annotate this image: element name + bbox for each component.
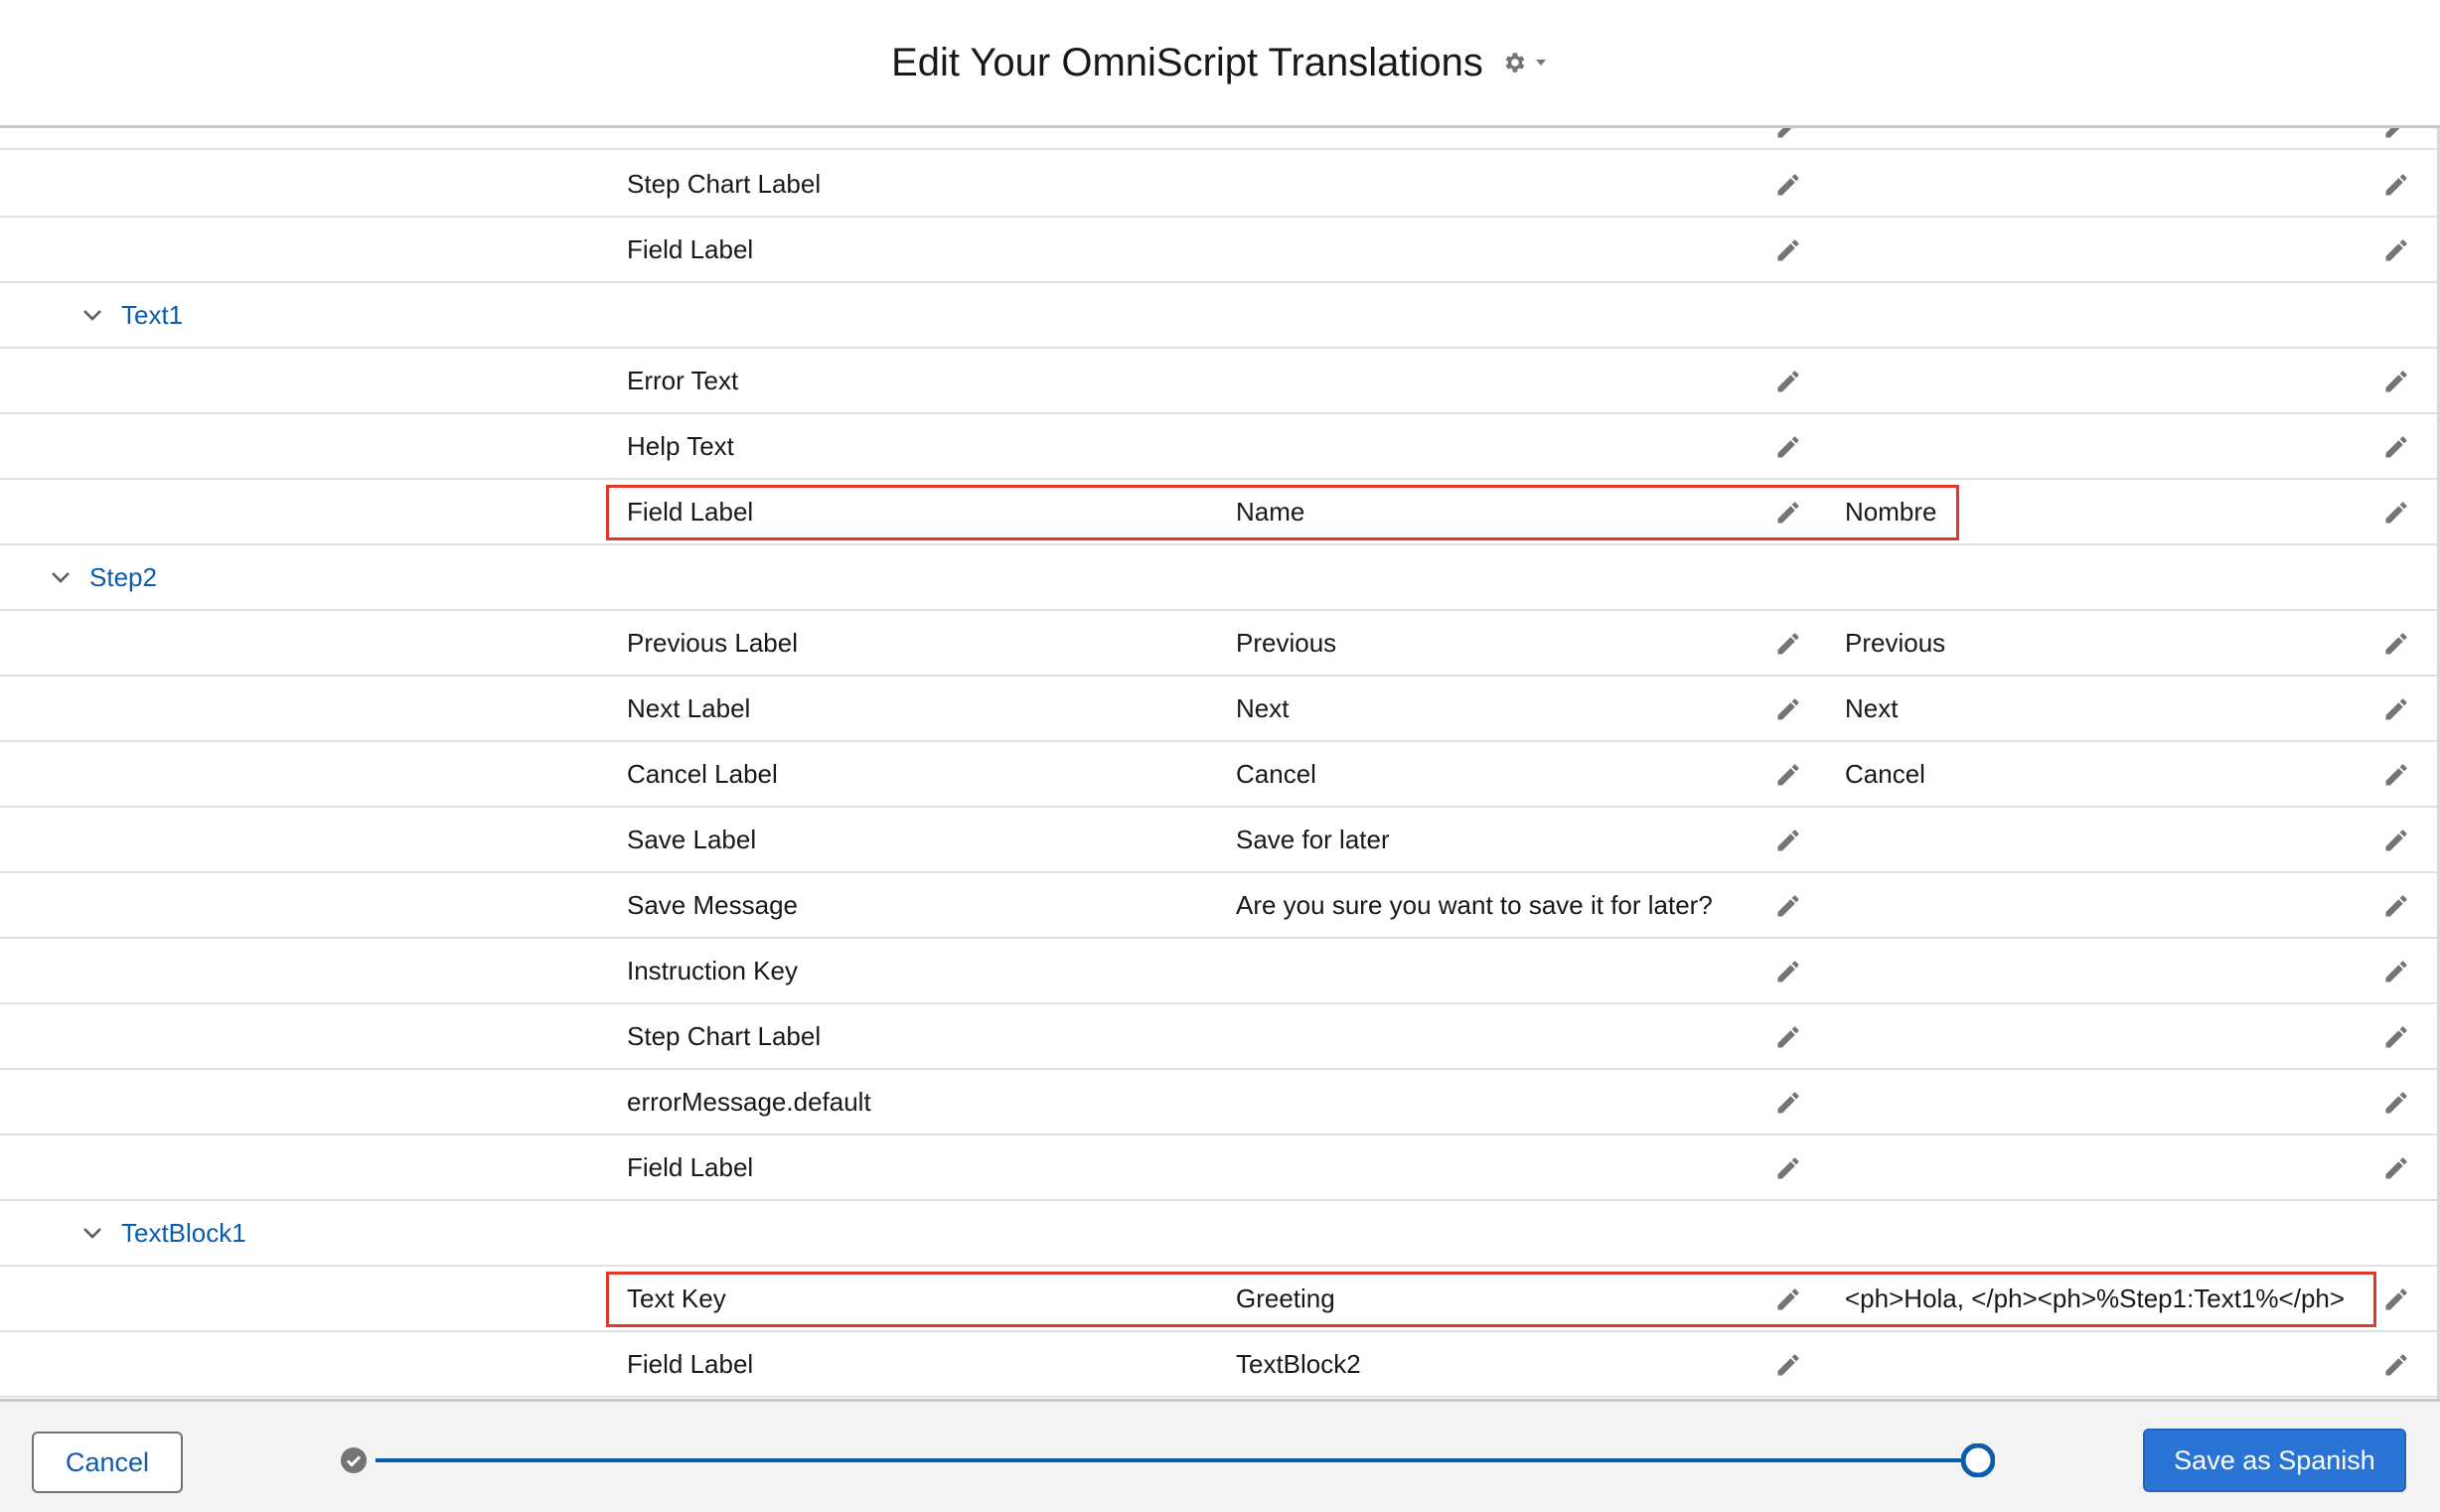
pencil-icon[interactable] [2382, 433, 2410, 461]
pencil-icon[interactable] [2382, 171, 2410, 199]
pencil-icon[interactable] [1774, 368, 1802, 395]
table-row [0, 125, 2440, 150]
source-text-cell: Cancel [1236, 759, 1316, 789]
table-row [0, 939, 2440, 1004]
cancel-button[interactable]: Cancel [32, 1432, 183, 1493]
pencil-icon[interactable] [1774, 827, 1802, 854]
pencil-icon[interactable] [2382, 630, 2410, 658]
table-row [0, 480, 2440, 545]
pencil-icon[interactable] [1774, 1154, 1802, 1182]
current-step-indicator[interactable] [1961, 1443, 1995, 1477]
group-label[interactable]: Text1 [121, 299, 184, 330]
pencil-icon[interactable] [1774, 433, 1802, 461]
key-cell: Next Label [627, 693, 751, 723]
chevron-down-icon [81, 1222, 103, 1244]
table-row [0, 611, 2440, 677]
key-cell: Help Text [627, 431, 734, 461]
key-cell: Step Chart Label [627, 1021, 822, 1051]
source-text-cell: TextBlock2 [1236, 1349, 1361, 1379]
table-row [0, 1070, 2440, 1135]
pencil-icon[interactable] [1774, 1023, 1802, 1051]
check-circle-icon [340, 1446, 368, 1474]
pencil-icon[interactable] [1774, 892, 1802, 920]
settings-menu-button[interactable] [1501, 50, 1549, 76]
source-text-cell: Next [1236, 693, 1290, 723]
key-cell: Error Text [627, 366, 739, 395]
translation-cell: Previous [1845, 628, 1946, 658]
pencil-icon[interactable] [2382, 958, 2410, 985]
pencil-icon[interactable] [2382, 1285, 2410, 1313]
pencil-icon[interactable] [2382, 499, 2410, 527]
modal-footer [0, 1399, 2440, 1512]
group-label[interactable]: TextBlock1 [121, 1217, 246, 1248]
key-cell: Field Label [627, 1152, 754, 1182]
pencil-icon[interactable] [2382, 1089, 2410, 1117]
key-cell: Cancel Label [627, 759, 778, 789]
pencil-icon[interactable] [2382, 1351, 2410, 1379]
key-cell: Text Key [627, 1284, 726, 1313]
source-text-cell: Greeting [1236, 1284, 1335, 1313]
pencil-icon[interactable] [1774, 1351, 1802, 1379]
table-row [0, 742, 2440, 808]
pencil-icon[interactable] [2382, 368, 2410, 395]
translation-cell: <ph>Hola, </ph><ph>%Step1:Text1%</ph> [1845, 1284, 2346, 1313]
pencil-icon[interactable] [1774, 958, 1802, 985]
chevron-down-icon [50, 566, 72, 588]
table-row [0, 349, 2440, 414]
group-label[interactable]: Step2 [89, 561, 157, 592]
group-row-text1 [0, 283, 2440, 349]
gear-icon [1501, 50, 1527, 76]
modal-header [0, 0, 2440, 128]
table-row [0, 1332, 2440, 1398]
group-row-textblock1 [0, 1201, 2440, 1267]
table-row [0, 1004, 2440, 1070]
translation-cell: Cancel [1845, 759, 1925, 789]
key-cell: errorMessage.default [627, 1087, 871, 1117]
source-text-cell: Are you sure you want to save it for later? [1236, 890, 1713, 920]
pencil-icon[interactable] [2382, 892, 2410, 920]
progress-bar [376, 1458, 1977, 1462]
key-cell: Previous Label [627, 628, 798, 658]
pencil-icon[interactable] [2382, 1023, 2410, 1051]
key-cell: Field Label [627, 234, 754, 264]
pencil-icon[interactable] [2382, 236, 2410, 264]
table-row [0, 1135, 2440, 1201]
caret-down-icon [1533, 55, 1549, 71]
pencil-icon[interactable] [2382, 1154, 2410, 1182]
group-toggle[interactable] [50, 545, 157, 609]
pencil-icon[interactable] [1774, 236, 1802, 264]
pencil-icon[interactable] [2382, 761, 2410, 789]
pencil-icon[interactable] [1774, 1089, 1802, 1117]
group-toggle[interactable] [81, 1201, 246, 1265]
group-toggle[interactable] [81, 283, 183, 347]
translation-cell: Next [1845, 693, 1899, 723]
pencil-icon[interactable] [1774, 630, 1802, 658]
pencil-icon[interactable] [1774, 761, 1802, 789]
pencil-icon[interactable] [1774, 695, 1802, 723]
source-text-cell: Save for later [1236, 825, 1390, 854]
translation-cell: Nombre [1845, 497, 1937, 527]
pencil-icon[interactable] [1774, 1285, 1802, 1313]
pencil-icon[interactable] [2382, 695, 2410, 723]
table-row [0, 1267, 2440, 1332]
table-row [0, 808, 2440, 873]
source-text-cell: Name [1236, 497, 1305, 527]
key-cell: Save Message [627, 890, 798, 920]
chevron-down-icon [81, 304, 103, 326]
pencil-icon[interactable] [1774, 171, 1802, 199]
page-title: Edit Your OmniScript Translations [891, 40, 1483, 84]
key-cell: Instruction Key [627, 956, 798, 985]
translation-table [0, 125, 2440, 1399]
key-cell: Field Label [627, 1349, 754, 1379]
group-row-step2 [0, 545, 2440, 611]
table-row [0, 152, 2440, 218]
pencil-icon[interactable] [2382, 827, 2410, 854]
key-cell: Step Chart Label [627, 169, 822, 199]
key-cell: Save Label [627, 825, 757, 854]
pencil-icon[interactable] [1774, 499, 1802, 527]
source-text-cell: Previous [1236, 628, 1337, 658]
table-row [0, 677, 2440, 742]
save-as-spanish-button[interactable]: Save as Spanish [2143, 1429, 2406, 1492]
table-row [0, 218, 2440, 283]
key-cell: Field Label [627, 497, 754, 527]
table-row [0, 414, 2440, 480]
table-row [0, 873, 2440, 939]
